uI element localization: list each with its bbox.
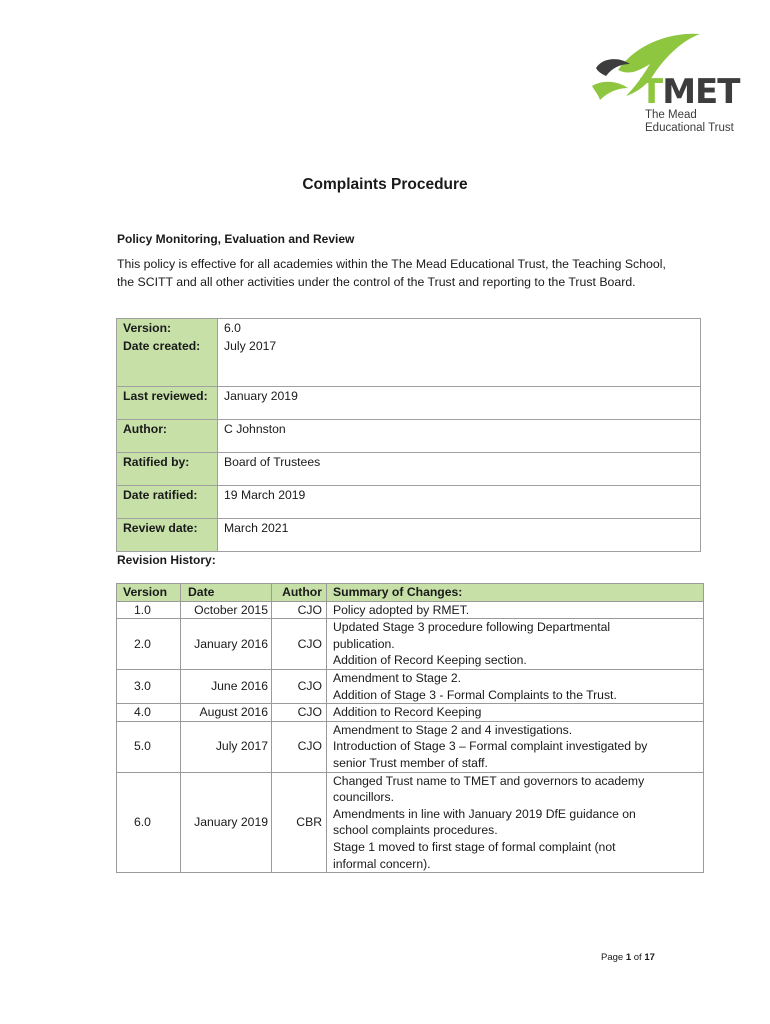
details-value: 6.0 bbox=[218, 319, 701, 338]
logo-subtitle: The Mead Educational Trust bbox=[645, 109, 734, 134]
revision-author: CJO bbox=[272, 721, 327, 772]
policy-text: This policy is effective for all academies within the The Mead Educational Trust, the Teaching School, the SCITT and all other activities under the control of the Trust and reporting to the Trust Board. bbox=[117, 257, 666, 289]
details-value: January 2019 bbox=[218, 386, 701, 419]
revision-date: July 2017 bbox=[181, 721, 272, 772]
revision-author: CBR bbox=[272, 772, 327, 873]
revision-date: August 2016 bbox=[181, 704, 272, 722]
details-value: 19 March 2019 bbox=[218, 485, 701, 518]
details-label: Last reviewed: bbox=[117, 386, 218, 419]
revision-summary bbox=[327, 721, 704, 772]
policy-details-table bbox=[116, 318, 701, 552]
revision-row bbox=[117, 721, 704, 772]
revision-row bbox=[117, 704, 704, 722]
revision-summary-line: Amendment to Stage 2 and 4 investigations. bbox=[333, 722, 573, 737]
revision-summary-line: Addition to Record Keeping bbox=[333, 705, 482, 720]
revision-date: January 2019 bbox=[181, 772, 272, 873]
details-value: Board of Trustees bbox=[218, 452, 701, 485]
revision-version: 4.0 bbox=[117, 704, 181, 722]
details-row bbox=[117, 386, 701, 419]
revision-rows bbox=[117, 601, 704, 873]
details-label: Review date: bbox=[117, 518, 218, 551]
revision-summary-line: Amendment to Stage 2. bbox=[333, 670, 462, 685]
details-row bbox=[117, 485, 701, 518]
details-label: Ratified by: bbox=[117, 452, 218, 485]
revision-history-heading: Revision History: bbox=[117, 553, 216, 567]
revision-author: CJO bbox=[272, 669, 327, 703]
revision-summary-line: Updated Stage 3 procedure following Departmental bbox=[333, 620, 611, 635]
details-label: Date ratified: bbox=[117, 485, 218, 518]
revision-summary-line: senior Trust member of staff. bbox=[333, 755, 488, 770]
revision-summary-line: school complaints procedures. bbox=[333, 823, 498, 838]
revision-date: January 2016 bbox=[181, 619, 272, 670]
revision-date: October 2015 bbox=[181, 601, 272, 619]
details-row bbox=[117, 419, 701, 452]
details-label: Date created: bbox=[117, 337, 218, 386]
details-row bbox=[117, 337, 701, 386]
revision-row bbox=[117, 619, 704, 670]
revision-author: CJO bbox=[272, 619, 327, 670]
revision-date: June 2016 bbox=[181, 669, 272, 703]
revision-row bbox=[117, 772, 704, 873]
revision-summary-line: Addition of Stage 3 - Formal Complaints to the Trust. bbox=[333, 687, 617, 702]
column-header-author: Author bbox=[272, 584, 327, 602]
details-row bbox=[117, 518, 701, 551]
details-value: March 2021 bbox=[218, 518, 701, 551]
revision-version: 2.0 bbox=[117, 619, 181, 670]
details-value: July 2017 bbox=[218, 337, 701, 386]
revision-summary-line: informal concern). bbox=[333, 856, 431, 871]
revision-history-table bbox=[116, 583, 704, 873]
column-header-date: Date bbox=[181, 584, 272, 602]
revision-summary-line: Introduction of Stage 3 – Formal complaint investigated by bbox=[333, 739, 648, 754]
revision-summary-line: councillors. bbox=[333, 790, 394, 805]
details-value: C Johnston bbox=[218, 419, 701, 452]
logo-wordmark: TMET bbox=[640, 72, 740, 112]
page-number: Page 1 of 17 bbox=[601, 952, 655, 963]
revision-summary bbox=[327, 704, 704, 722]
revision-summary bbox=[327, 669, 704, 703]
tmet-logo bbox=[588, 30, 738, 140]
details-row bbox=[117, 319, 701, 338]
policy-heading: Policy Monitoring, Evaluation and Review bbox=[117, 232, 355, 246]
revision-version: 3.0 bbox=[117, 669, 181, 703]
revision-summary-line: Stage 1 moved to first stage of formal complaint (not bbox=[333, 839, 616, 854]
revision-summary bbox=[327, 772, 704, 873]
revision-row bbox=[117, 669, 704, 703]
revision-version: 6.0 bbox=[117, 772, 181, 873]
column-header-summary: Summary of Changes: bbox=[327, 584, 704, 602]
column-header-version: Version bbox=[117, 584, 181, 602]
revision-author: CJO bbox=[272, 601, 327, 619]
revision-row bbox=[117, 601, 704, 619]
revision-summary bbox=[327, 601, 704, 619]
revision-version: 1.0 bbox=[117, 601, 181, 619]
revision-summary-line: Changed Trust name to TMET and governors to academy bbox=[333, 773, 645, 788]
revision-summary-line: Policy adopted by RMET. bbox=[333, 602, 470, 617]
details-label: Author: bbox=[117, 419, 218, 452]
revision-author: CJO bbox=[272, 704, 327, 722]
revision-header-row bbox=[117, 584, 704, 602]
document-title: Complaints Procedure bbox=[302, 176, 468, 193]
revision-version: 5.0 bbox=[117, 721, 181, 772]
revision-summary-line: publication. bbox=[333, 636, 395, 651]
details-label: Version: bbox=[117, 319, 218, 338]
revision-summary-line: Amendments in line with January 2019 DfE guidance on bbox=[333, 806, 636, 821]
revision-summary bbox=[327, 619, 704, 670]
details-row bbox=[117, 452, 701, 485]
revision-summary-line: Addition of Record Keeping section. bbox=[333, 653, 527, 668]
